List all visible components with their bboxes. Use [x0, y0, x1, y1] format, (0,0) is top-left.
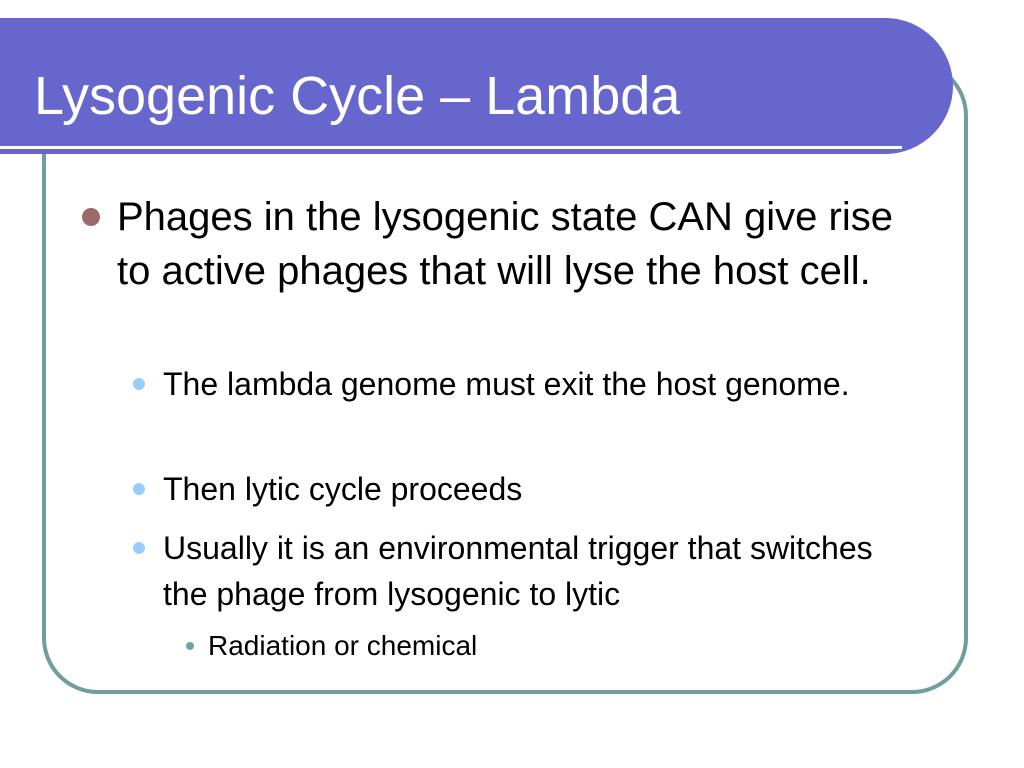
bullet-text: Phages in the lysogenic state CAN give rise to active phages that will lyse the host cell.	[117, 195, 893, 293]
bullet-item-level2	[163, 466, 923, 512]
bullet-text: The lambda genome must exit the host genome.	[163, 366, 850, 402]
slide-title: Lysogenic Cycle – Lambda	[34, 66, 681, 126]
bullet-dot-icon	[82, 208, 100, 226]
bullet-text: Radiation or chemical	[208, 630, 478, 661]
bullet-dot-icon	[133, 483, 145, 495]
bullet-item-level1	[117, 190, 937, 298]
bullet-dot-icon	[186, 642, 194, 650]
bullet-item-level2	[163, 361, 923, 407]
bullet-item-level2	[163, 525, 923, 617]
bullet-dot-icon	[133, 542, 145, 554]
bullet-text: Then lytic cycle proceeds	[163, 471, 523, 507]
bullet-item-level3	[208, 627, 908, 665]
bullet-text: Usually it is an environmental trigger that switches the phage from lysogenic to lytic	[163, 530, 873, 612]
bullet-dot-icon	[133, 378, 145, 390]
